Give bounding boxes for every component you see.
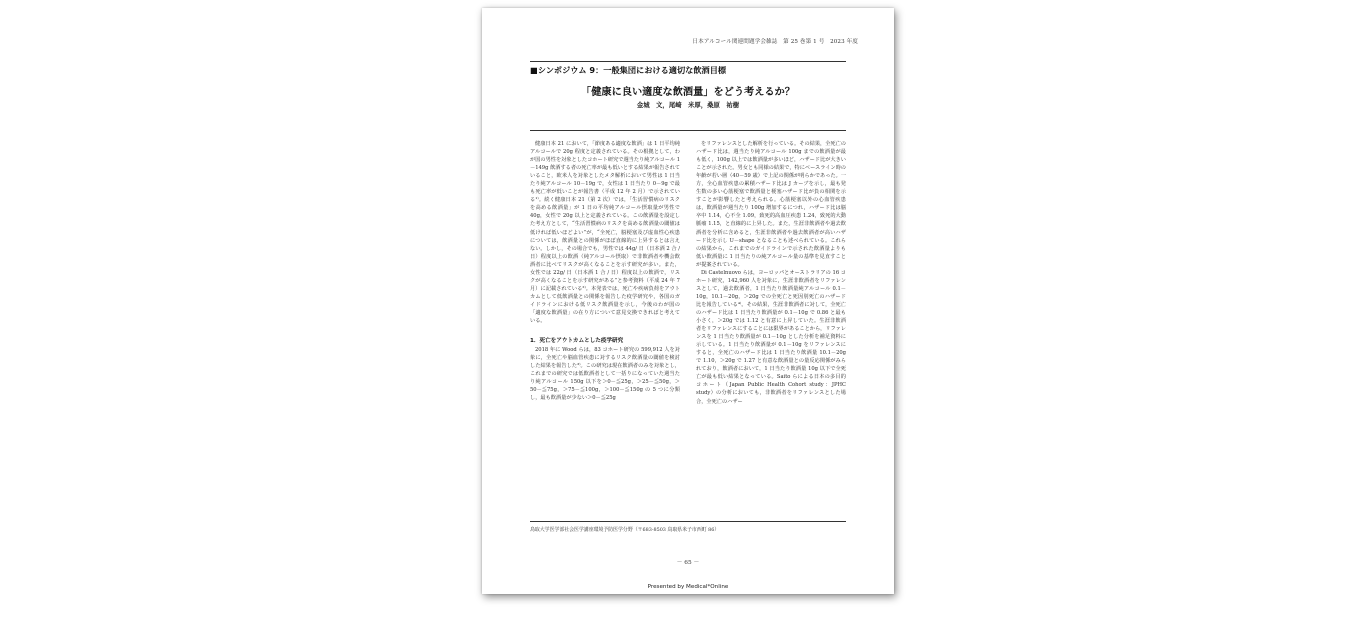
article-title: 「健康に良い適度な飲酒量」をどう考えるか？ (581, 86, 795, 98)
body-paragraph: をリファレンスとした解析を行っている。その結果，全死亡のハザード比は，週当たり純アルコール 100g までの飲酒量が最も低く，100g 以上では飲酒量が多いほど，ハザード比が大きいことが示された。男女とも同様の結果で，特にベースライン時の年齢が若い層（40－59 歳）で上記の関係が明らかであった。一方，全心血管疾患の累積ハザード比は J カーブを示し，最も発生数の多い心筋梗塞で飲酒量と梗塞ハザード比が負の相関を示すことが影響したと考えられる。心筋梗塞以外の心血管疾患は，飲酒量が週当たり 100g 増加するにつれ，ハザード比は脳卒中 1.14，心不全 1.09，致死的高血圧疾患 1.24，致死的大動脈瘤 1.15，と直線的に上昇した。また，生涯非飲酒者や過去飲酒者を分析に含めると，生涯非飲酒者や過去飲酒者が高いハザード比を示し U－shape となることも述べられている。これらの結果から，これまでのガイドラインで示された飲酒量よりも低い飲酒量に 1 日当たりの純アルコール量の基準を見直すことが提案されている。 (696, 141, 846, 268)
affiliation-footnote: 鳥取大学医学部社会医学講座環境予防医学分野（〒683-8503 鳥取県米子市西町 86） (530, 527, 720, 533)
authors: 金城 文，尾崎 米厚，桑原 祐樹 (636, 101, 740, 109)
section-label: ■シンポジウム 9：一般集団における適切な飲酒目標 (530, 65, 727, 75)
section-heading: 1．死亡をアウトカムとした疫学研究 (530, 338, 624, 345)
journal-page (482, 8, 894, 594)
right-column (696, 140, 846, 406)
body-paragraph: Di Castelnuovo らは，ヨーロッパとオーストラリアの 16 コホート研究，142,960 人を対象に，生涯非飲酒者をリファレンスとして，過去飲酒者，1 日当たり飲酒量純アルコール 0.1－10g，10.1－20g，＞20g での全死亡と死因別死亡のハザード比を報告している⁴⁾。その結果，生涯非飲酒者に対して，全死亡のハザード比は 1 日当たり飲酒量が 0.1－10g で 0.86 と最も小さく，＞20g では 1.12 と有意に上昇していた。生涯非飲酒者をリファレンスにすることには限界があることから，リファレンスを 1 日当たり飲酒量が 0.1－10g とした分析を補足資料に示している。1 日当たり飲酒量が 0.1－10g をリファレンスにすると，全死亡のハザード比は 1 日当たり飲酒量 10.1－20g で 1.10，＞20g で 1.27 と有意な飲酒量との量反応関係がみられており，飲酒者において，1 日当たり飲酒量 10g 以下で全死亡が最も低い結果となっている。Saito らによる日本の多目的コホート（Japan Public Health Cohort study：JPHC study）の分析においても，非飲酒者をリファレンスとした場合，全死亡のハザー (696, 269, 846, 405)
footnote-rule (530, 521, 846, 522)
journal-header: 日本アルコール関連問題学会雑誌 第 25 巻第 1 号 2023 年度 (692, 39, 858, 45)
body-paragraph: 2018 年に Wood らは，83 コホート研究の 599,912 人を対象に，全死亡や脳血管疾患に対するリスク飲酒量の閾値を検討した結果を報告した³⁾。この研究は現在飲酒者のみを対象とし，これまでの研究では低飲酒者として一括りになっていた週当たり純アルコール 150g 以下を＞0－≦25g，＞25－≦50g，＞50－≦75g，＞75－≦100g，＞100－≦150g の 5 つに分類し，最も飲酒量が少ない＞0－≦25g (530, 347, 680, 402)
header-rule (530, 61, 846, 62)
left-column (530, 140, 680, 402)
presented-by-link[interactable]: Presented by Medical*Online (647, 584, 729, 590)
intro-paragraph: 健康日本 21 において，「節度ある適度な飲酒」は 1 日平均純アルコールで 20g 程度と定義されている。その根拠として，わが国の男性を対象としたコホート研究で週当たり純アルコール 1－149g 飲酒する者の死亡率が最も低いとする結果が報告されていること，欧米人を対象としたメタ解析において男性は 1 日当たり純アルコール 10－19g で，女性は 1 日当たり 0－9g で最も死亡率が低いことが報告書（平成 12 年 2 月）で示されている¹⁾。続く健康日本 21（第 2 次）では，「生活習慣病のリスクを高める飲酒量」が 1 日の平均純アルコール摂取量が男性で 40g，女性で 20g 以上と定義されている。この飲酒量を設定した考え方として，“生活習慣病のリスクを高める飲酒量の閾値は低ければ低いほどよい”が，“全死亡，脳梗塞及び虚血性心疾患については，飲酒量との関係がほぼ直線的に上昇するとは言えない。しかし，その場合でも，男性では 44g/ 日（日本酒 2 合 / 日）程度以上の飲酒（純アルコール摂取）で非飲酒者や機会飲酒者に比べてリスクが高くなることを示す研究が多い。また，女性では 22g/ 日（日本酒 1 合 / 日）程度以上の飲酒で，リスクが高くなることを示す研究がある”と参考資料（平成 24 年 7 月）に記載されている²⁾。本発表では，死亡や疾病負荷をアウトカムとして低飲酒量との関係を報告した疫学研究や，各国のガイドラインにおける低リスク飲酒量を示し，今後のわが国の「適度な飲酒量」の在り方について意見交換できればと考えている。 (530, 141, 680, 325)
page-number: － 65 － (676, 560, 700, 566)
title-rule (530, 130, 846, 131)
